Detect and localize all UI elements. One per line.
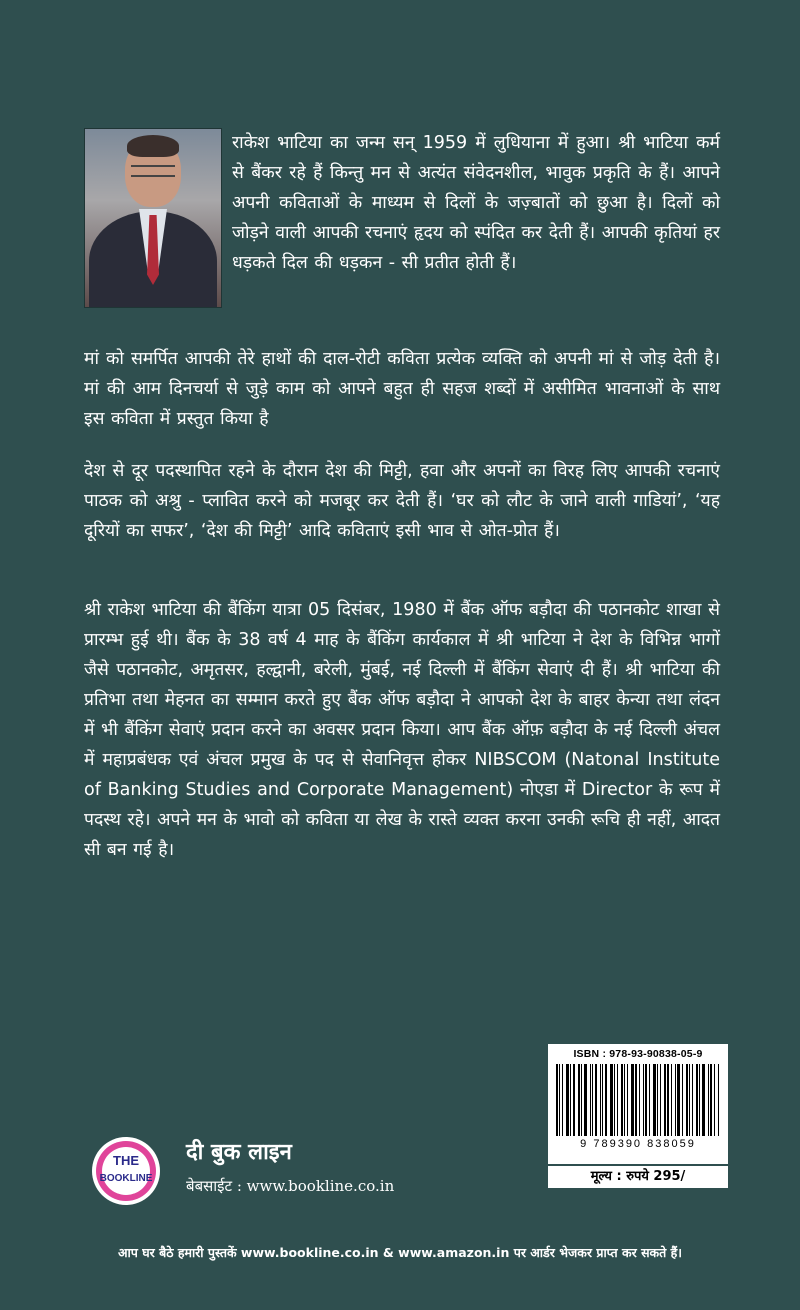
barcode-stripe bbox=[605, 1064, 607, 1136]
publisher-name: दी बुक लाइन bbox=[186, 1140, 292, 1165]
barcode-stripe bbox=[682, 1064, 683, 1136]
barcode-stripe bbox=[649, 1064, 650, 1136]
barcode-stripe bbox=[566, 1064, 569, 1136]
barcode-stripe bbox=[660, 1064, 661, 1136]
barcode-stripe bbox=[624, 1064, 625, 1136]
barcode-stripe bbox=[562, 1064, 563, 1136]
price-label: मूल्य : रुपये 295/ bbox=[548, 1166, 728, 1188]
barcode-stripe bbox=[559, 1064, 560, 1136]
barcode-stripe bbox=[627, 1064, 628, 1136]
barcode-stripe bbox=[617, 1064, 618, 1136]
barcode-stripe bbox=[643, 1064, 644, 1136]
barcode-stripe bbox=[696, 1064, 698, 1136]
barcode-stripe bbox=[699, 1064, 700, 1136]
bio-paragraph-poem: मां को समर्पित आपकी तेरे हाथों की दाल-रोटी कविता प्रत्येक व्यक्ति को अपनी मां से जोड़ देती है। मां की आम दिनचर्या से जुड़े काम को आपने बहुत ही सहज शब्दों में असीमित भावनाओं के साथ इस कविता में प्रस्तुत किया है bbox=[84, 349, 720, 429]
barcode-stripe bbox=[718, 1064, 719, 1136]
bio-paragraph-intro: राकेश भाटिया का जन्म सन् 1959 में लुधियाना में हुआ। श्री भाटिया कर्म से बैंकर रहे हैं किन्तु मन से अत्यंत संवेदनशील, भावुक प्रकृति के हैं। आपने अपनी कविताओं के माध्यम से दिलों के जज़्बातों को छुआ है। दिलों को जोड़ने वाली आपकी रचनाएं हृदय को स्पंदित कर देती हैं। आपकी कृतियां हर धड़कते दिल की धड़कन - सी प्रतीत होती हैं। bbox=[232, 133, 720, 273]
isbn-label: ISBN : 978-93-90838-05-9 bbox=[573, 1048, 703, 1060]
barcode-stripe bbox=[639, 1064, 640, 1136]
barcode-icon bbox=[556, 1064, 720, 1136]
barcode-stripe bbox=[677, 1064, 680, 1136]
barcode-stripe bbox=[590, 1064, 591, 1136]
logo-text-top: THE bbox=[113, 1153, 139, 1168]
bookline-logo-icon bbox=[90, 1135, 162, 1207]
barcode-digits: 9 789390 838059 bbox=[580, 1138, 696, 1150]
barcode-stripe bbox=[592, 1064, 593, 1136]
barcode-stripe bbox=[675, 1064, 676, 1136]
barcode-stripe bbox=[584, 1064, 587, 1136]
barcode-stripe bbox=[570, 1064, 571, 1136]
barcode-stripe bbox=[631, 1064, 634, 1136]
barcode-stripe bbox=[671, 1064, 672, 1136]
logo-text-bottom: BOOKLINE bbox=[99, 1173, 153, 1184]
barcode-stripe bbox=[600, 1064, 601, 1136]
barcode-stripe bbox=[602, 1064, 603, 1136]
barcode-stripe bbox=[556, 1064, 558, 1136]
barcode-stripe bbox=[689, 1064, 690, 1136]
barcode-stripe bbox=[664, 1064, 666, 1136]
barcode-stripe bbox=[645, 1064, 647, 1136]
barcode-stripe bbox=[657, 1064, 658, 1136]
barcode-stripe bbox=[653, 1064, 656, 1136]
barcode-stripe bbox=[610, 1064, 613, 1136]
barcode-stripe bbox=[710, 1064, 712, 1136]
bio-paragraph-career: श्री राकेश भाटिया की बैंकिंग यात्रा 05 दिसंबर, 1980 में बैंक ऑफ बड़ौदा की पठानकोट शाखा से प्रारम्भ हुई थी। बैंक के 38 वर्ष 4 माह के बैंकिंग कार्यकाल में श्री भाटिया ने देश के विभिन्न भागों जैसे पठानकोट, अमृतसर, हल्द्वानी, बरेली, मुंबई, नई दिल्ली में बैंकिंग सेवाएं दी हैं। श्री भाटिया की प्रतिभा तथा मेहनत का सम्मान करते हुए बैंक ऑफ बड़ौदा ने आपको देश के बाहर केन्या तथा लंदन में भी बैंकिंग सेवाएं प्रदान करने का अवसर प्रदान किया। आप बैंक ऑफ़ बड़ौदा के नई दिल्ली अंचल में महाप्रबंधक एवं अंचल प्रमुख के पद से सेवानिवृत्त होकर NIBSCOM (Natonal Institute of Banking Studies and Corporate Management) नोएडा में Director के रूप में पदस्थ रहे। अपने मन के भावो को कविता या लेख के रास्ते व्यक्त करना उनकी रूचि ही नहीं, आदत सी बन गई है। bbox=[84, 600, 720, 860]
barcode-stripe bbox=[635, 1064, 637, 1136]
barcode-stripe bbox=[692, 1064, 693, 1136]
barcode-stripe bbox=[578, 1064, 580, 1136]
bio-paragraph-homeland: देश से दूर पदस्थापित रहने के दौरान देश की मिट्टी, हवा और अपनों का विरह लिए आपकी रचनाएं पाठक को अश्रु - प्लावित करने को मजबूर कर देती हैं। ‘घर को लौट के जाने वाली गाडियां’, ‘यह दूरियों का सफर’, ‘देश की मिट्टी’ आदि कविताएं इसी भाव से ओत-प्रोत हैं। bbox=[84, 461, 720, 541]
publisher-website[interactable]: बेबसाईट : www.bookline.co.in bbox=[186, 1177, 395, 1195]
author-photo bbox=[84, 128, 222, 308]
barcode-stripe bbox=[595, 1064, 597, 1136]
barcode-panel bbox=[548, 1044, 728, 1164]
barcode-stripe bbox=[614, 1064, 615, 1136]
barcode-stripe bbox=[702, 1064, 705, 1136]
barcode-stripe bbox=[708, 1064, 709, 1136]
barcode-stripe bbox=[621, 1064, 623, 1136]
barcode-stripe bbox=[573, 1064, 575, 1136]
barcode-stripe bbox=[667, 1064, 669, 1136]
barcode-stripe bbox=[686, 1064, 688, 1136]
barcode-stripe bbox=[581, 1064, 582, 1136]
barcode-stripe bbox=[714, 1064, 715, 1136]
footer-order-note: आप घर बैठे हमारी पुस्तकें www.bookline.co.in & www.amazon.in पर आर्डर भेजकर प्राप्त कर सकते हैं। bbox=[118, 1245, 682, 1260]
